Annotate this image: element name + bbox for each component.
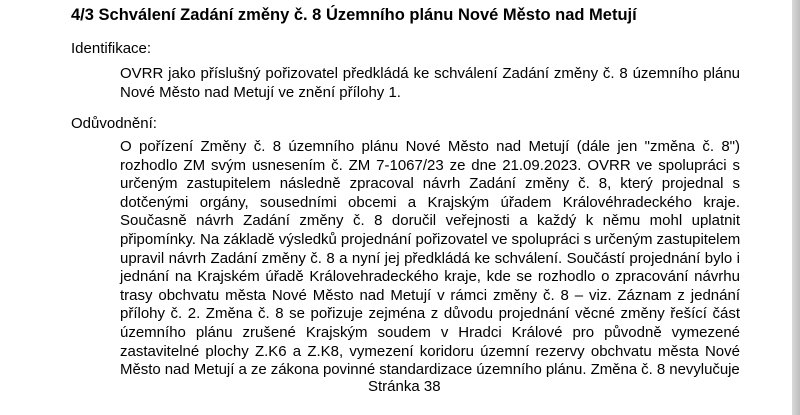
paragraph-line: dotčenými orgány, sousedními obcemi a Krajským úřadem Královéhradeckého kraje. — [120, 193, 740, 211]
paragraph-line: upravil návrh Zadání změny č. 8 a nyní jej předkládá ke schválení. Součástí projednání bylo i — [120, 249, 740, 267]
paragraph-line: určeným zastupitelem následně zpracoval návrh Zadání změny č. 8, který projednal s — [120, 175, 740, 193]
paragraph-line: Současně návrh Zadání změny č. 8 doručil veřejnosti a každý k němu mohl uplatnit — [120, 212, 740, 230]
paragraph-line: připomínky. Na základě výsledků projednání pořizovatel ve spolupráci s určeným zastupitelem — [120, 230, 741, 248]
paragraph-line: O pořízení Změny č. 8 územního plánu Nové Město nad Metují (dále jen "změna č. 8") — [120, 138, 740, 155]
paragraph-line: OVRR jako příslušný pořizovatel předkládá ke schválení Zadání změny č. 8 územního plánu — [120, 65, 740, 82]
paragraph-line: Město nad Metují a ze zákona povinné standardizace územního plánu. Změna č. 8 nevylučuje — [120, 361, 740, 379]
paragraph-line: zastavitelné plochy Z.K6 a Z.K8, vymezení koridoru územní rezervy obchvatu města Nové — [120, 342, 740, 360]
paragraph-line: jednání na Krajském úřadě Královehradeckého kraje, kde se rozhodlo o zpracování návrhu — [120, 268, 740, 286]
page-number: Stránka 38 — [368, 378, 441, 395]
oduvodneni-label: Odůvodnění: — [71, 115, 157, 132]
oduvodneni-paragraph — [120, 138, 740, 380]
paragraph-line: Nové Město nad Metují ve znění přílohy 1. — [120, 83, 401, 101]
paragraph-line: rozhodlo ZM svým usnesením č. ZM 7-1067/23 ze dne 21.09.2023. OVRR ve spolupráci s — [120, 156, 740, 174]
identifikace-label: Identifikace: — [71, 40, 152, 57]
paragraph-line: přílohy č. 2. Změna č. 8 se pořizuje zejména z důvodu projednání věcné změny řešící část — [120, 305, 740, 323]
paragraph-line: územního plánu zrušené Krajským soudem v Hradci Králové pro původně vymezené — [120, 323, 740, 341]
identifikace-paragraph — [120, 65, 740, 102]
section-heading: 4/3 Schválení Zadání změny č. 8 Územního plánu Nové Město nad Metují — [71, 6, 637, 24]
page-edge-shadow — [792, 0, 800, 415]
paragraph-line: trasy obchvatu města Nové Město nad Metují v rámci změny č. 8 – viz. Záznam z jednání — [120, 286, 740, 304]
